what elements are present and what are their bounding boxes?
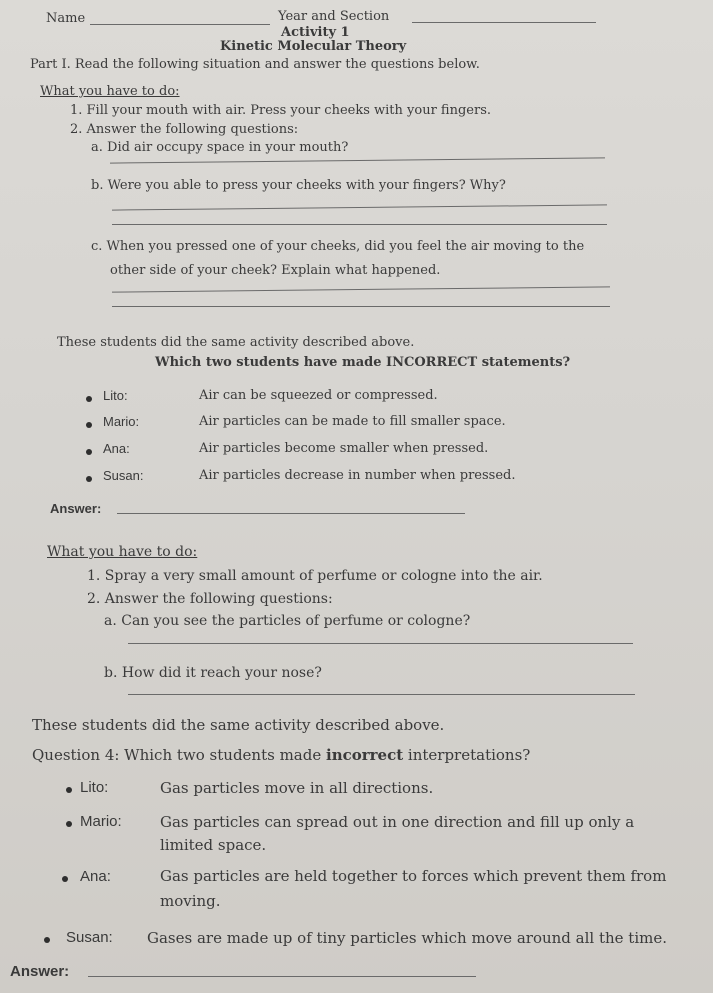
act1-student-name: Mario: [103, 414, 140, 429]
act1-answer-line-c2[interactable] [112, 306, 610, 307]
bullet [86, 422, 92, 428]
year-section-label: Year and Section [278, 9, 390, 24]
part1-instruction: Part I. Read the following situation and answer the questions below. [30, 57, 480, 72]
act2-question-a: a. Can you see the particles of perfume or cologne? [104, 613, 471, 629]
topic-title: Kinetic Molecular Theory [220, 39, 407, 54]
act2-question-suffix: interpretations? [403, 746, 531, 764]
act2-question-b: b. How did it reach your nose? [104, 665, 322, 681]
act2-answer-line-a[interactable] [128, 643, 633, 644]
act1-question-c-line1: c. When you pressed one of your cheeks, did you feel the air moving to the [91, 239, 585, 254]
act2-student-statement-cont: limited space. [160, 836, 267, 854]
act1-answer-line-b2[interactable] [112, 224, 607, 225]
act2-student-statement-cont: moving. [160, 892, 221, 910]
act1-answer-label: Answer: [50, 501, 102, 516]
act2-student-name: Lito: [80, 779, 109, 796]
bullet [44, 937, 50, 943]
act2-heading: What you have to do: [47, 544, 198, 560]
act1-step1: 1. Fill your mouth with air. Press your cheeks with your fingers. [70, 103, 492, 118]
act2-students-intro: These students did the same activity described above. [32, 716, 445, 734]
act2-student-name: Susan: [66, 929, 113, 946]
act1-answer-line-a[interactable] [110, 157, 605, 163]
bullet [86, 396, 92, 402]
name-blank[interactable] [90, 24, 270, 25]
act2-student-name: Mario: [80, 813, 122, 830]
act2-question-emphasis: incorrect [326, 746, 404, 764]
act2-step2: 2. Answer the following questions: [87, 591, 333, 607]
act1-student-name: Susan: [103, 468, 144, 483]
act2-student-statement: Gas particles move in all directions. [160, 779, 434, 797]
bullet [66, 821, 72, 827]
act1-student-statement: Air particles become smaller when pressed. [199, 441, 489, 456]
act2-student-statement: Gas particles are held together to forces which prevent them from [160, 867, 667, 885]
act2-answer-blank[interactable] [88, 976, 476, 977]
act1-question-b: b. Were you able to press your cheeks with your fingers? Why? [91, 178, 506, 193]
act2-answer-line-b[interactable] [128, 694, 635, 695]
act1-answer-line-c1[interactable] [112, 286, 610, 292]
act1-heading: What you have to do: [40, 84, 180, 99]
act1-step2: 2. Answer the following questions: [70, 122, 299, 137]
act1-student-name: Lito: [103, 388, 128, 403]
bullet [86, 476, 92, 482]
act1-student-name: Ana: [103, 441, 130, 456]
act1-student-statement: Air particles decrease in number when pressed. [199, 468, 516, 483]
act1-question-a: a. Did air occupy space in your mouth? [91, 140, 349, 155]
act1-student-statement: Air particles can be made to fill smaller space. [199, 414, 506, 429]
name-label: Name [46, 11, 86, 26]
act1-student-statement: Air can be squeezed or compressed. [199, 388, 438, 403]
bullet [66, 787, 72, 793]
act2-student-statement: Gas particles can spread out in one direction and fill up only a [160, 813, 635, 831]
act2-answer-label: Answer: [10, 963, 70, 980]
act2-question [32, 746, 530, 764]
act2-step1: 1. Spray a very small amount of perfume or cologne into the air. [87, 568, 543, 584]
bullet [86, 449, 92, 455]
act2-question-prefix: Question 4: Which two students made [32, 746, 326, 764]
act1-answer-blank[interactable] [117, 513, 465, 514]
act1-students-intro: These students did the same activity described above. [57, 335, 415, 350]
activity-title: Activity 1 [281, 25, 350, 40]
act2-student-statement: Gases are made up of tiny particles which move around all the time. [147, 929, 667, 947]
act1-question-c-line2: other side of your cheek? Explain what happened. [110, 263, 441, 278]
act1-question: Which two students have made INCORRECT statements? [155, 355, 571, 370]
year-section-blank[interactable] [412, 22, 596, 23]
act2-student-name: Ana: [80, 868, 111, 885]
bullet [62, 876, 68, 882]
act1-answer-line-b1[interactable] [112, 204, 607, 210]
